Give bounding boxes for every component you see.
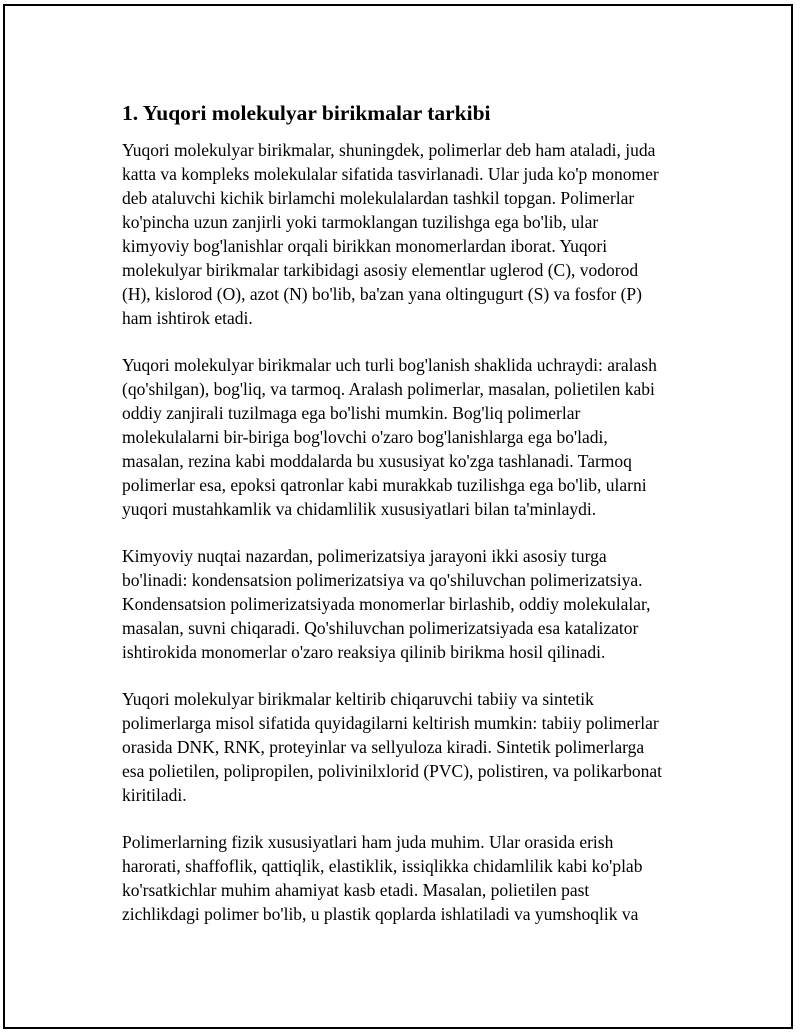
text-line: ko'pincha uzun zanjirli yoki tarmoklangan tuzilishga ega bo'lib, ular [122,212,599,232]
text-line: Polimerlarning fizik xususiyatlari ham juda muhim. Ular orasida erish [122,832,614,852]
text-line: (qo'shilgan), bog'liq, va tarmoq. Aralash polimerlar, masalan, polietilen kabi [122,379,655,399]
paragraph-3 [122,544,702,664]
text-line: orasida DNK, RNK, proteyinlar va sellyuloza kiradi. Sintetik polimerlarga [122,737,645,757]
text-line: Yuqori molekulyar birikmalar uch turli bog'lanish shaklida uchraydi: aralash [122,355,657,375]
text-line: ham ishtirok etadi. [122,308,253,328]
text-line: deb ataluvchi kichik birlamchi molekulalardan tashkil topgan. Polimerlar [122,188,635,208]
paragraph-5 [122,830,702,926]
text-line: kimyoviy bog'lanishlar orqali birikkan monomerlardan iborat. Yuqori [122,236,608,256]
section-heading: 1. Yuqori molekulyar birikmalar tarkibi [122,101,491,125]
text-line: harorati, shaffoflik, qattiqlik, elastiklik, issiqlikka chidamlilik kabi ko'plab [122,856,643,876]
text-line: polimerlarga misol sifatida quyidagilarni keltirish mumkin: tabiiy polimerlar [122,713,659,733]
text-line: (H), kislorod (O), azot (N) bo'lib, ba'zan yana oltingugurt (S) va fosfor (P) [122,284,642,304]
text-line: molekulalarni bir-biriga bog'lovchi o'zaro bog'lanishlarga ega bo'ladi, [122,427,608,447]
text-line: polimerlar esa, epoksi qatronlar kabi murakkab tuzilishga ega bo'lib, ularni [122,475,647,495]
document-body [122,99,702,949]
paragraph-4 [122,687,702,807]
text-line: masalan, rezina kabi moddalarda bu xususiyat ko'zga tashlanadi. Tarmoq [122,451,632,471]
page-frame [3,4,793,1029]
text-line: oddiy zanjirali tuzilmaga ega bo'lishi mumkin. Bog'liq polimerlar [122,403,581,423]
text-line: bo'linadi: kondensatsion polimerizatsiya va qo'shiluvchan polimerizatsiya. [122,570,643,590]
text-line: kiritiladi. [122,785,187,805]
text-line: Kimyoviy nuqtai nazardan, polimerizatsiya jarayoni ikki asosiy turga [122,546,607,566]
text-line: zichlikdagi polimer bo'lib, u plastik qoplarda ishlatiladi va yumshoqlik va [122,904,639,924]
paragraph-2 [122,353,702,521]
text-line: Yuqori molekulyar birikmalar keltirib chiqaruvchi tabiiy va sintetik [122,689,594,709]
text-line: molekulyar birikmalar tarkibidagi asosiy elementlar uglerod (C), vodorod [122,260,639,280]
paragraph-1 [122,138,702,330]
text-line: Yuqori molekulyar birikmalar, shuningdek, polimerlar deb ham ataladi, juda [122,140,656,160]
text-line: ishtirokida monomerlar o'zaro reaksiya qilinib birikma hosil qilinadi. [122,642,606,662]
text-line: ko'rsatkichlar muhim ahamiyat kasb etadi. Masalan, polietilen past [122,880,590,900]
text-line: yuqori mustahkamlik va chidamlilik xususiyatlari bilan ta'minlaydi. [122,499,597,519]
text-line: masalan, suvni chiqaradi. Qo'shiluvchan polimerizatsiyada esa katalizator [122,618,639,638]
text-line: katta va kompleks molekulalar sifatida tasvirlanadi. Ular juda ko'p monomer [122,164,659,184]
text-line: esa polietilen, polipropilen, polivinilxlorid (PVC), polistiren, va polikarbonat [122,761,662,781]
text-line: Kondensatsion polimerizatsiyada monomerlar birlashib, oddiy molekulalar, [122,594,651,614]
